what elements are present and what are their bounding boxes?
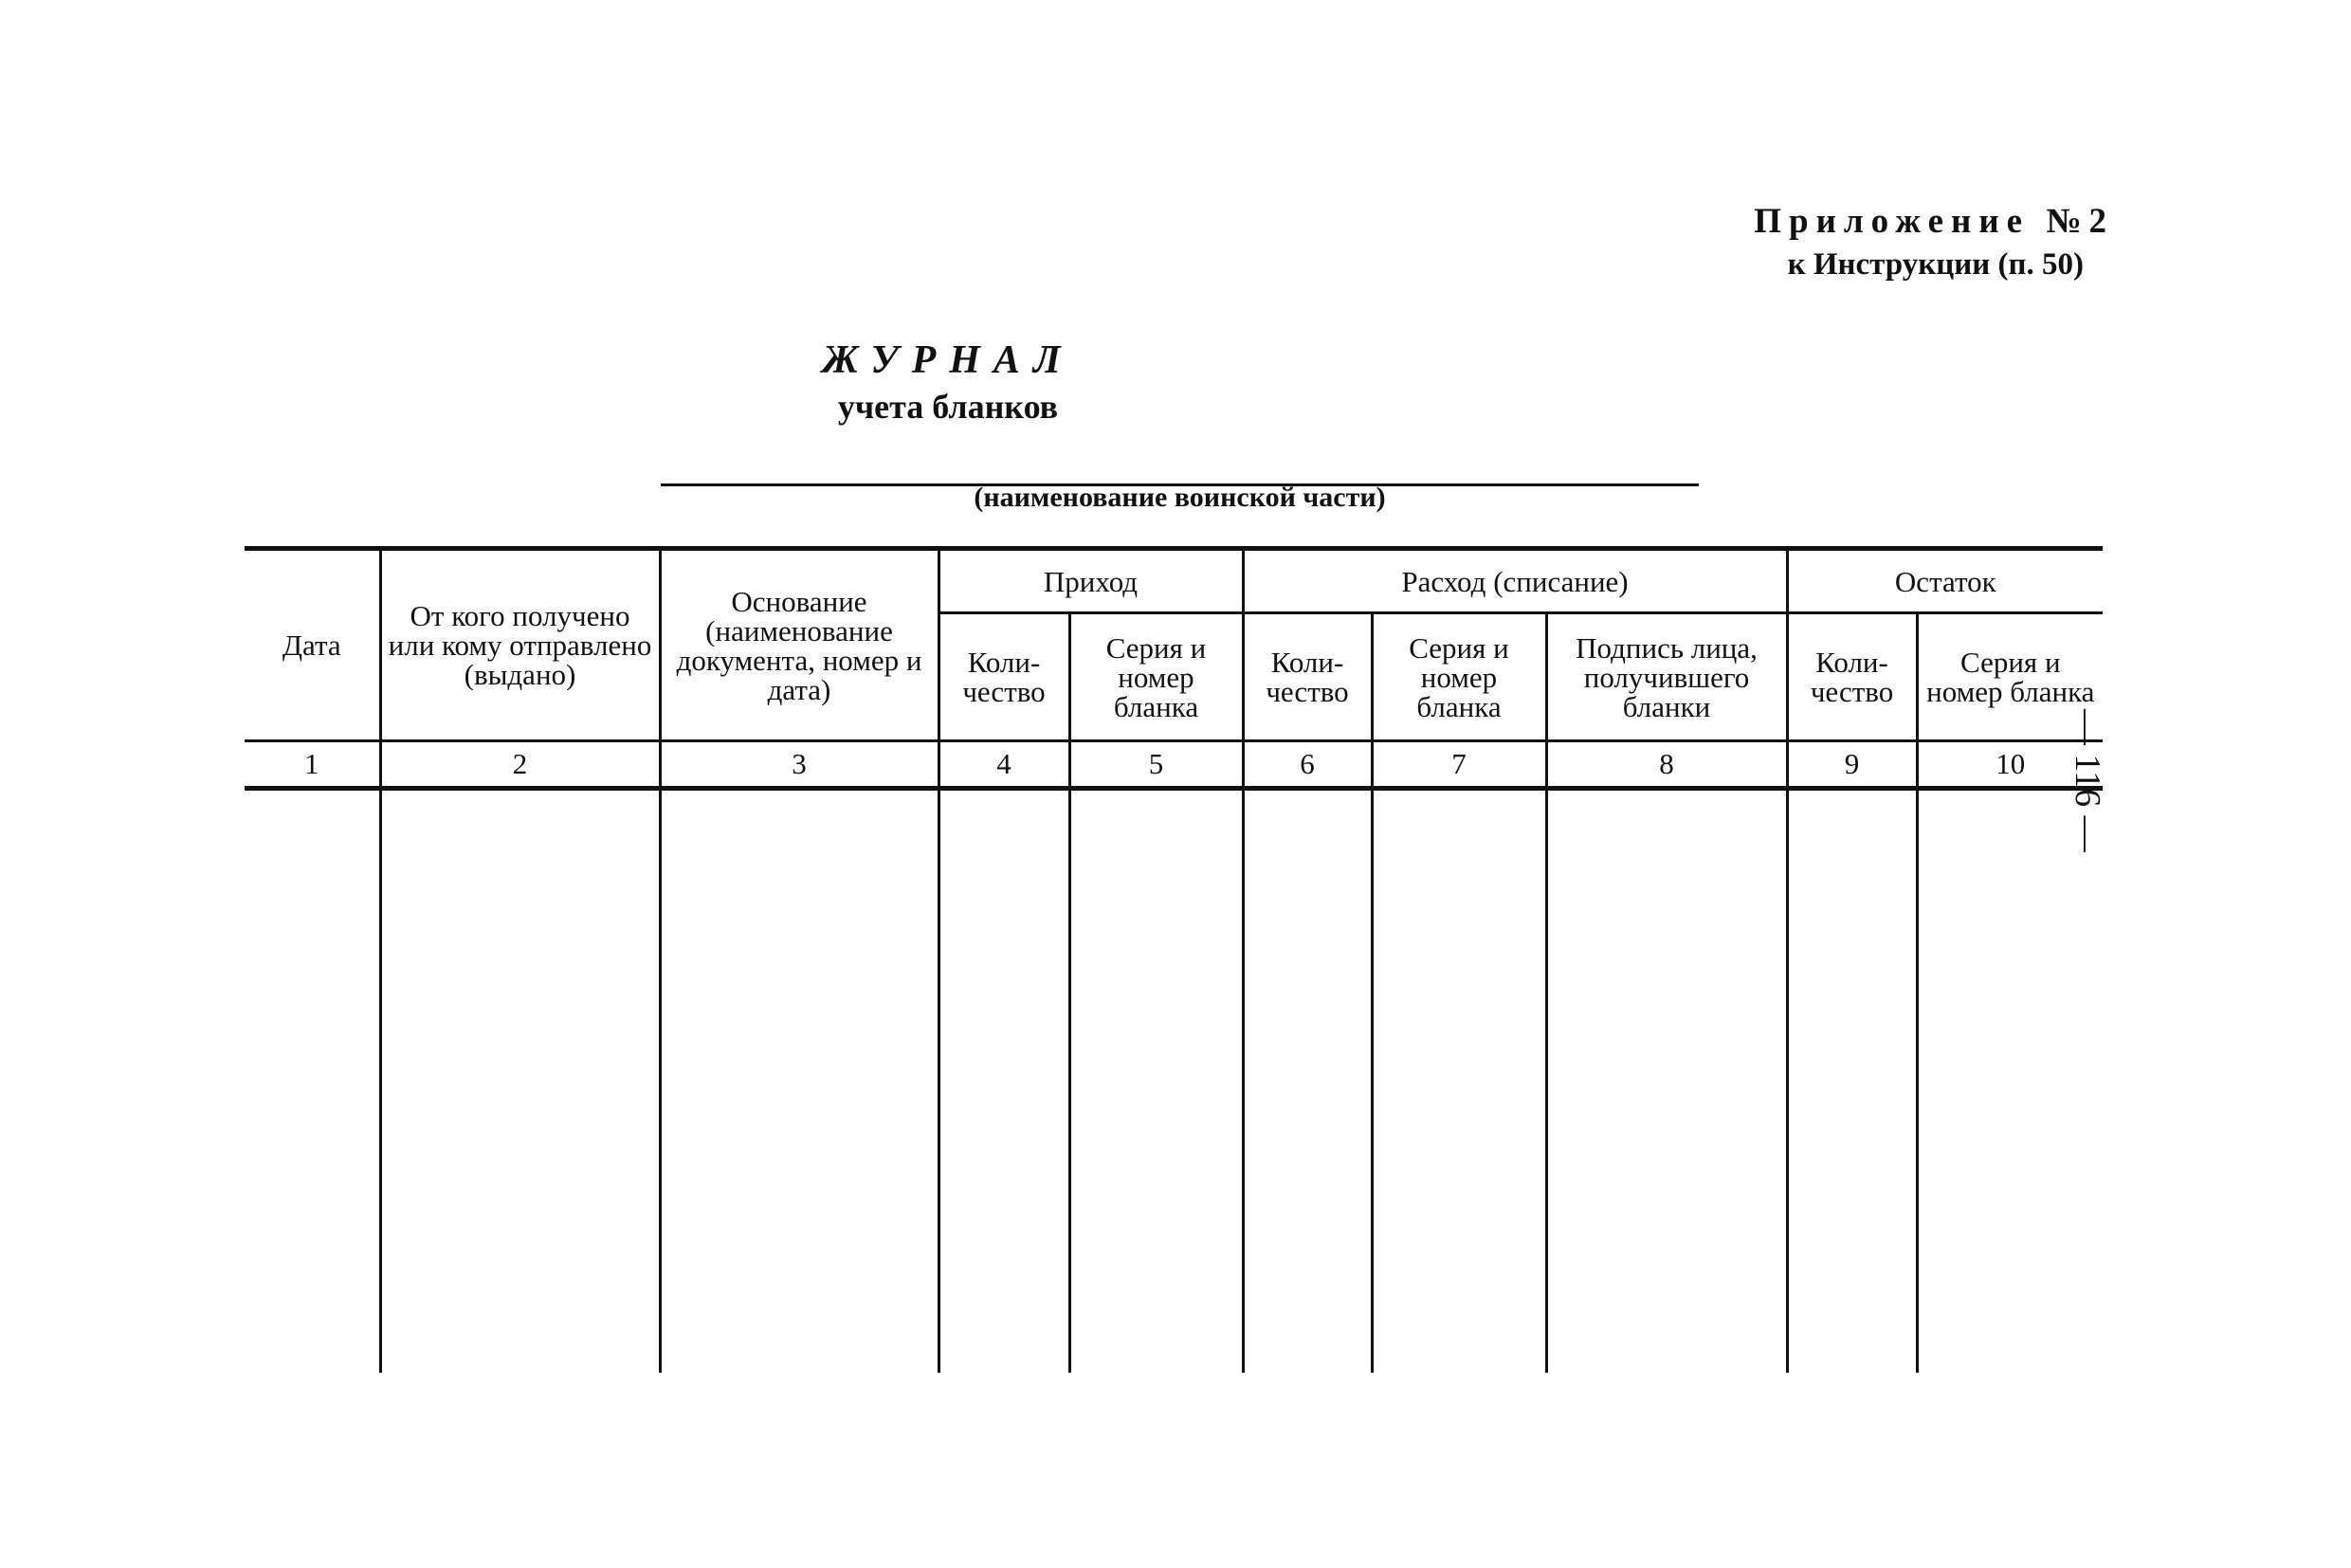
- col-number: 3: [660, 741, 939, 789]
- col-income-series: Серия и номер бланка: [1069, 613, 1243, 741]
- col-date: Дата: [245, 549, 380, 741]
- col-expense-qty: Коли-чество: [1243, 613, 1372, 741]
- col-number: 8: [1546, 741, 1787, 789]
- col-balance-series: Серия и номер бланка: [1917, 613, 2103, 741]
- col-expense-series: Серия и номер бланка: [1372, 613, 1546, 741]
- col-number: 5: [1069, 741, 1243, 789]
- col-group-income: Приход: [939, 549, 1243, 613]
- table-cell: [1243, 789, 1372, 1374]
- col-number: 1: [245, 741, 380, 789]
- col-number: 4: [939, 741, 1069, 789]
- table-cell: [660, 789, 939, 1374]
- register-table: [245, 546, 2103, 1373]
- col-basis: Основание (наименование документа, номер и дата): [660, 549, 939, 741]
- col-number: 6: [1243, 741, 1372, 789]
- table-cell: [1917, 789, 2103, 1374]
- col-number: 9: [1787, 741, 1917, 789]
- table-cell: [939, 789, 1069, 1374]
- col-income-qty: Коли-чество: [939, 613, 1069, 741]
- table-cell: [1069, 789, 1243, 1374]
- appendix-reference: [1754, 201, 2114, 283]
- col-from-whom: От кого получено или кому отправлено (выдано): [380, 549, 660, 741]
- document-title: [0, 337, 2123, 427]
- col-group-balance: Остаток: [1787, 549, 2103, 613]
- col-number: 2: [380, 741, 660, 789]
- col-expense-signature: Подпись лица, получившего бланки: [1546, 613, 1787, 741]
- appendix-instruction-ref: к Инструкции (п. 50): [1787, 247, 2084, 282]
- unit-name-caption: (наименование воинской части): [974, 482, 1386, 513]
- table-cell: [245, 789, 380, 1374]
- title-sub: учета бланков: [837, 388, 1059, 426]
- page-number: — 116 —: [2068, 709, 2107, 852]
- title-main: ЖУРНАЛ: [822, 338, 1074, 382]
- table-cell: [1787, 789, 1917, 1374]
- col-number: 10: [1917, 741, 2103, 789]
- col-balance-qty: Коли-чество: [1787, 613, 1917, 741]
- col-number: 7: [1372, 741, 1546, 789]
- appendix-number: Приложение №2: [1754, 202, 2114, 241]
- table-cell: [380, 789, 660, 1374]
- col-group-expense: Расход (списание): [1243, 549, 1787, 613]
- table-cell: [1372, 789, 1546, 1374]
- table-cell: [1546, 789, 1787, 1374]
